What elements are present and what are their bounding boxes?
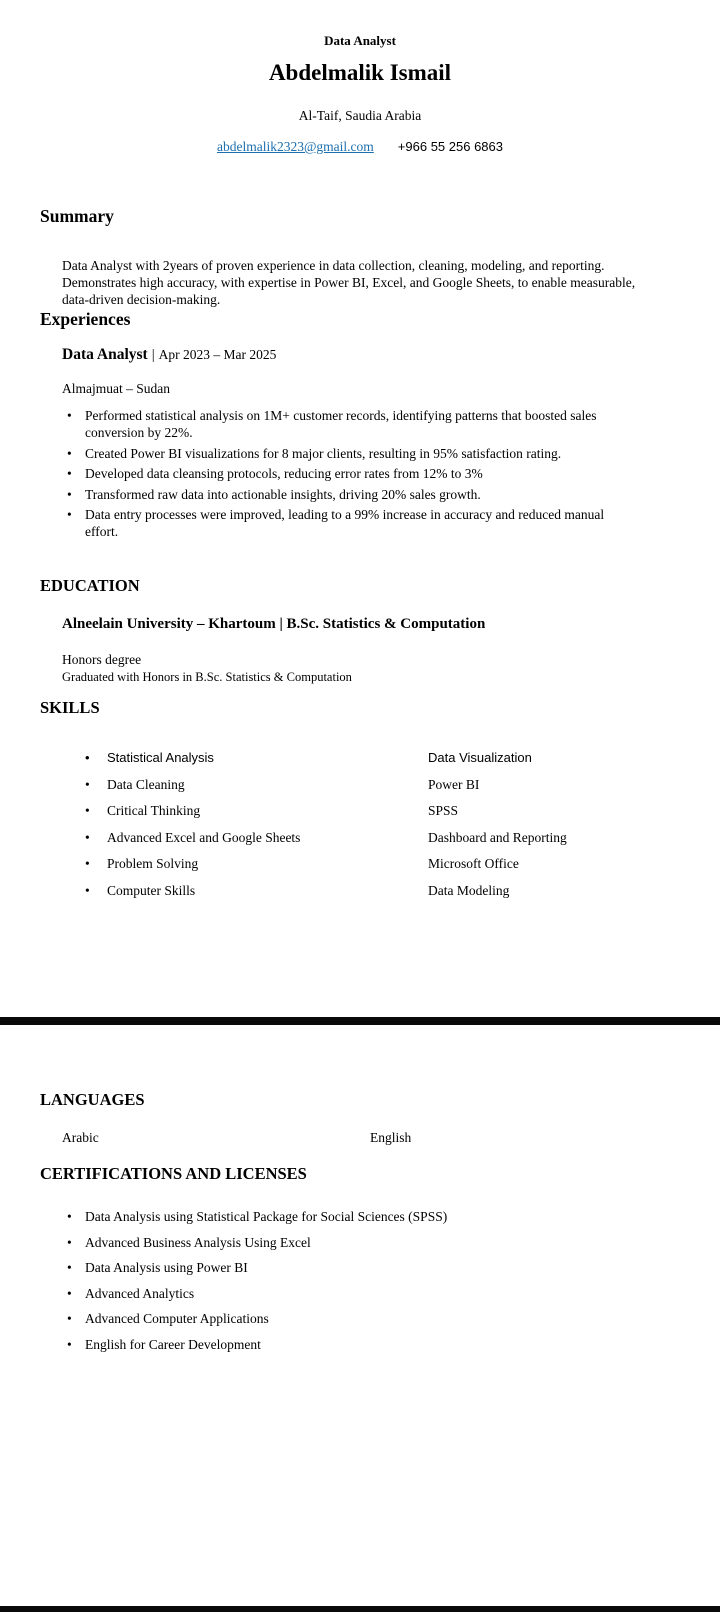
education-heading: EDUCATION (40, 576, 140, 595)
bottom-page-break-edge (0, 1606, 720, 1612)
languages-heading: LANGUAGES (40, 1090, 145, 1109)
certification-item: • Advanced Computer Applications (62, 1310, 652, 1327)
experience-bullet-list (62, 407, 624, 544)
job-title-line (62, 346, 276, 364)
skills-heading: SKILLS (40, 698, 100, 717)
skill-item: Microsoft Office (428, 856, 519, 872)
skill-item: SPSS (428, 803, 459, 819)
experience-bullet: • Developed data cleansing protocols, reducing error rates from 12% to 3% (62, 465, 624, 482)
summary-heading: Summary (40, 206, 114, 226)
skill-row (0, 777, 720, 804)
language-item: English (370, 1130, 412, 1145)
job-title: Data Analyst (62, 346, 148, 363)
job-dates: Apr 2023 – Mar 2025 (158, 347, 277, 362)
experience-bullet: • Transformed raw data into actionable insights, driving 20% sales growth. (62, 486, 624, 503)
skill-row (0, 803, 720, 830)
company-name: Almajmuat – Sudan (62, 381, 170, 396)
language-item: Arabic (62, 1130, 99, 1145)
skill-item: • Problem Solving (107, 856, 198, 872)
experience-bullet: • Data entry processes were improved, leading to a 99% increase in accuracy and reduced manual effort. (62, 506, 624, 540)
role-label: Data Analyst (324, 33, 396, 48)
experiences-heading: Experiences (40, 309, 131, 329)
job-separator: | (151, 347, 155, 363)
certification-item: • Advanced Business Analysis Using Excel (62, 1234, 652, 1251)
skill-item: • Computer Skills (107, 883, 195, 899)
candidate-name: Abdelmalik Ismail (268, 60, 452, 85)
skill-row (0, 830, 720, 857)
certification-item: • Advanced Analytics (62, 1285, 652, 1302)
summary-paragraph: Data Analyst with 2years of proven experience in data collection, cleaning, modeling, and reporting. Demonstrates high accuracy, with expertise in Power BI, Excel, and Google Sheets, to enable measurable, data-driven decision-making. (62, 257, 636, 308)
phone-number: +966 55 256 6863 (397, 139, 503, 154)
contact-row (0, 139, 720, 155)
skill-row (0, 750, 720, 777)
skill-row (0, 883, 720, 910)
email-link[interactable]: abdelmalik2323@gmail.com (217, 139, 374, 154)
certifications-list (62, 1208, 652, 1361)
education-honors: Honors degree (62, 652, 142, 667)
experience-bullet: • Performed statistical analysis on 1M+ customer records, identifying patterns that boosted sales conversion by 22%. (62, 407, 624, 441)
skill-item: • Data Cleaning (107, 777, 185, 793)
skill-item: • Advanced Excel and Google Sheets (107, 830, 300, 846)
skill-item: Power BI (428, 776, 480, 792)
certifications-heading: CERTIFICATIONS AND LICENSES (40, 1164, 307, 1183)
skill-item: Data Modeling (428, 882, 510, 898)
skill-row (0, 856, 720, 883)
skill-item: Dashboard and Reporting (428, 829, 567, 845)
skill-item: Data Visualization (428, 750, 532, 765)
experience-bullet: • Created Power BI visualizations for 8 major clients, resulting in 95% satisfaction rating. (62, 445, 624, 462)
page-break-divider (0, 1017, 720, 1025)
skill-item: • Statistical Analysis (107, 750, 214, 765)
skills-grid (0, 750, 720, 910)
education-details: Graduated with Honors in B.Sc. Statistics & Computation (62, 670, 352, 684)
location-text: Al-Taif, Saudia Arabia (298, 108, 422, 123)
certification-item: • Data Analysis using Statistical Package for Social Sciences (SPSS) (62, 1208, 652, 1225)
certification-item: • Data Analysis using Power BI (62, 1259, 652, 1276)
education-degree-line: Alneelain University – Khartoum | B.Sc. Statistics & Computation (62, 616, 486, 632)
certification-item: • English for Career Development (62, 1336, 652, 1353)
skill-item: • Critical Thinking (107, 803, 200, 819)
